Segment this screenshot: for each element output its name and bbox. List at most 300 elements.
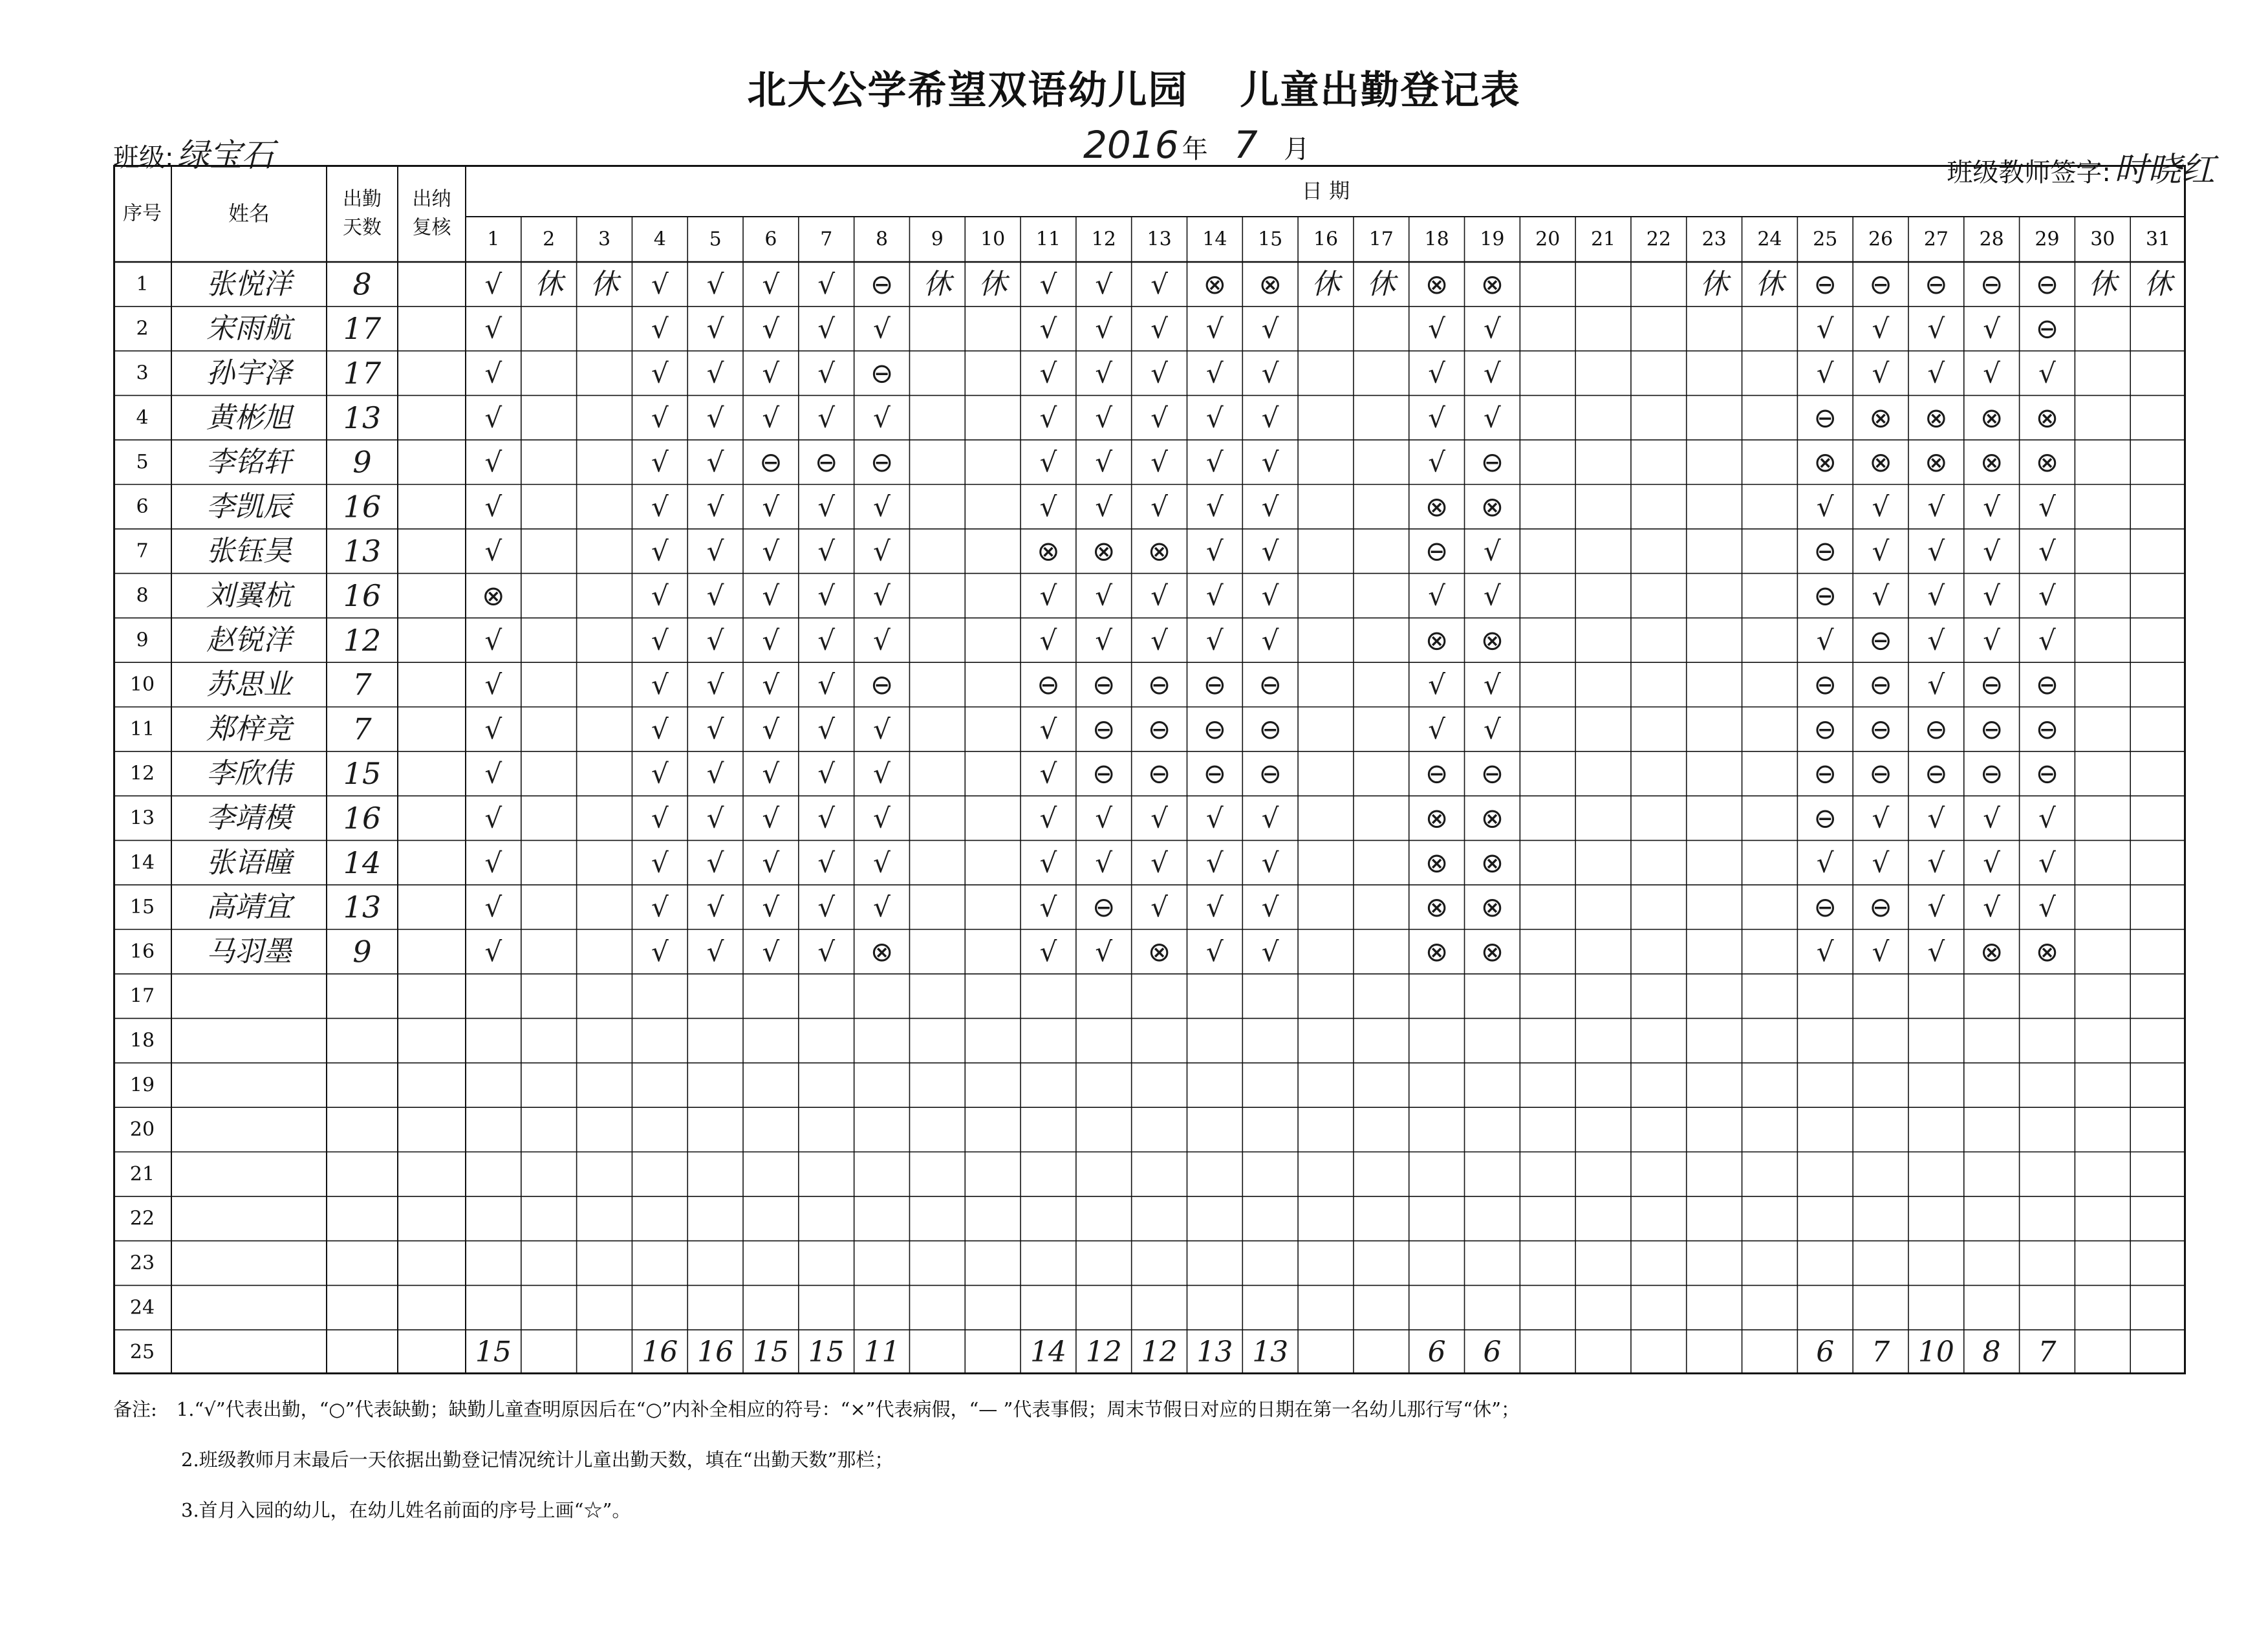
attendance-mark: √ [1484, 579, 1501, 612]
attendance-mark: √ [1150, 802, 1168, 834]
attendance-mark: ⊖ [1258, 669, 1282, 701]
attendance-mark: √ [1816, 624, 1834, 656]
attendance-mark: ⊖ [1869, 757, 1892, 790]
attendance-mark: √ [1206, 535, 1224, 567]
attendance-mark: √ [1927, 357, 1945, 389]
day-number: 24 [1757, 228, 1782, 251]
attendance-mark: √ [1039, 579, 1057, 612]
notes-prefix: 备注: [113, 1398, 157, 1420]
student-attend-days: 16 [343, 489, 382, 525]
attendance-mark: √ [2038, 802, 2056, 834]
attendance-mark: √ [817, 935, 836, 968]
attendance-mark: √ [762, 891, 780, 924]
attendance-mark: √ [651, 757, 669, 790]
attendance-mark: √ [1261, 802, 1279, 834]
daily-total: 6 [1816, 1336, 1835, 1369]
attendance-mark: ⊗ [1980, 446, 2003, 479]
attendance-mark: √ [1261, 579, 1279, 612]
attendance-mark: ⊗ [1425, 624, 1449, 656]
day-number: 19 [1480, 228, 1505, 251]
row-number: 13 [129, 807, 155, 830]
attendance-table [113, 165, 2186, 1374]
attendance-mark: 休 [590, 267, 619, 301]
attendance-mark: √ [873, 802, 891, 834]
attendance-mark: ⊗ [1925, 402, 1948, 434]
attendance-mark: √ [1261, 446, 1279, 479]
attendance-mark: √ [1816, 847, 1834, 879]
row-number: 12 [129, 762, 155, 785]
attendance-mark: √ [706, 446, 724, 479]
attendance-mark: ⊗ [1425, 802, 1449, 834]
attendance-mark: √ [1428, 713, 1445, 745]
attendance-mark: ⊖ [1203, 713, 1226, 745]
daily-total: 6 [1483, 1336, 1502, 1369]
attendance-mark: √ [1206, 847, 1224, 879]
attendance-mark: √ [2038, 357, 2056, 389]
attendance-mark: ⊗ [2035, 446, 2059, 479]
attendance-mark: √ [651, 624, 669, 656]
attendance-mark: ⊗ [1425, 268, 1449, 300]
day-number: 8 [876, 228, 889, 251]
attendance-mark: √ [817, 402, 836, 434]
day-number: 1 [487, 228, 500, 251]
attendance-mark: √ [651, 802, 669, 834]
attendance-mark: ⊗ [1813, 446, 1837, 479]
daily-total: 14 [1030, 1336, 1066, 1369]
row-number: 6 [136, 495, 149, 518]
attendance-mark: √ [1261, 402, 1279, 434]
attendance-mark: ⊖ [2035, 669, 2059, 701]
attendance-mark: ⊖ [1092, 669, 1116, 701]
header-attend-days-2: 天数 [343, 216, 382, 239]
day-number: 10 [980, 228, 1006, 251]
attendance-mark: √ [1428, 312, 1445, 345]
attendance-mark: √ [1206, 402, 1224, 434]
row-number: 20 [129, 1118, 155, 1142]
attendance-mark: ⊗ [2035, 402, 2059, 434]
attendance-mark: √ [873, 490, 891, 523]
attendance-mark: ⊗ [1480, 268, 1504, 300]
daily-total: 6 [1427, 1336, 1446, 1369]
attendance-mark: ⊖ [1037, 669, 1060, 701]
attendance-mark: ⊖ [1425, 757, 1449, 790]
student-name: 李铭轩 [206, 446, 292, 479]
day-number: 20 [1535, 228, 1561, 251]
student-attend-days: 13 [343, 400, 382, 435]
student-attend-days: 17 [343, 311, 382, 347]
attendance-mark: √ [1095, 268, 1113, 300]
attendance-mark: √ [1927, 802, 1945, 834]
attendance-mark: ⊗ [1980, 402, 2003, 434]
attendance-mark: √ [706, 713, 724, 745]
student-attend-days: 17 [343, 356, 382, 391]
attendance-mark: √ [1095, 357, 1113, 389]
student-attend-days: 12 [343, 622, 382, 658]
student-name: 张语瞳 [206, 846, 292, 880]
attendance-mark: √ [1039, 624, 1057, 656]
day-number: 14 [1202, 228, 1227, 251]
attendance-mark: ⊗ [1425, 490, 1449, 523]
attendance-mark: √ [1206, 312, 1224, 345]
attendance-mark: 休 [534, 267, 563, 301]
row-number: 11 [129, 717, 155, 741]
attendance-mark: √ [1206, 446, 1224, 479]
attendance-mark: √ [484, 268, 502, 300]
day-number: 22 [1646, 228, 1671, 251]
day-number: 28 [1979, 228, 2004, 251]
attendance-mark: ⊗ [1869, 446, 1892, 479]
attendance-mark: ⊖ [1869, 624, 1892, 656]
attendance-mark: √ [1039, 312, 1057, 345]
attendance-mark: √ [651, 847, 669, 879]
attendance-mark: √ [651, 490, 669, 523]
student-attend-days: 15 [343, 756, 382, 792]
attendance-mark: √ [762, 713, 780, 745]
attendance-mark: ⊖ [815, 446, 838, 479]
attendance-mark: √ [1206, 579, 1224, 612]
attendance-mark: ⊖ [1980, 757, 2003, 790]
attendance-mark: √ [1484, 713, 1501, 745]
attendance-mark: √ [1261, 847, 1279, 879]
attendance-mark: √ [484, 312, 502, 345]
attendance-mark: √ [1983, 579, 2001, 612]
attendance-mark: ⊖ [1869, 713, 1892, 745]
teacher-label: 班级教师签字: [1947, 158, 2111, 188]
attendance-mark: √ [706, 312, 724, 345]
daily-total: 12 [1085, 1336, 1122, 1369]
attendance-mark: ⊖ [1480, 757, 1504, 790]
attendance-mark: √ [1261, 624, 1279, 656]
day-number: 4 [653, 228, 666, 251]
day-number: 30 [2090, 228, 2115, 251]
header-review-2: 复核 [412, 216, 451, 239]
row-number: 17 [129, 984, 155, 1008]
attendance-mark: √ [1927, 535, 1945, 567]
attendance-mark: √ [1206, 357, 1224, 389]
attendance-mark: ⊖ [1813, 402, 1837, 434]
attendance-mark: √ [817, 268, 836, 300]
attendance-mark: √ [762, 935, 780, 968]
student-name: 马羽墨 [206, 935, 292, 968]
daily-total: 10 [1917, 1336, 1954, 1369]
attendance-mark: ⊖ [759, 446, 783, 479]
attendance-mark: ⊖ [1813, 757, 1837, 790]
student-attend-days: 13 [343, 534, 382, 569]
attendance-mark: √ [762, 579, 780, 612]
attendance-mark: ⊖ [1869, 268, 1892, 300]
attendance-mark: √ [1039, 847, 1057, 879]
attendance-mark: √ [706, 757, 724, 790]
row-number: 22 [129, 1207, 155, 1230]
attendance-mark: √ [1927, 624, 1945, 656]
attendance-mark: ⊖ [1203, 669, 1226, 701]
attendance-mark: √ [1927, 490, 1945, 523]
student-attend-days: 7 [352, 711, 372, 747]
attendance-mark: 休 [978, 267, 1008, 301]
attendance-mark: √ [873, 402, 891, 434]
attendance-mark: √ [1927, 579, 1945, 612]
attendance-mark: √ [873, 312, 891, 345]
attendance-mark: √ [873, 757, 891, 790]
attendance-mark: √ [2038, 891, 2056, 924]
attendance-mark: √ [1150, 490, 1168, 523]
attendance-mark: ⊖ [2035, 713, 2059, 745]
row-number: 2 [136, 317, 149, 340]
attendance-mark: ⊖ [1869, 891, 1892, 924]
attendance-mark: 休 [1700, 267, 1729, 301]
attendance-mark: √ [1927, 935, 1945, 968]
attendance-mark: √ [817, 490, 836, 523]
day-number: 5 [709, 228, 722, 251]
daily-total: 13 [1252, 1336, 1289, 1369]
attendance-mark: √ [1927, 847, 1945, 879]
attendance-mark: √ [1039, 446, 1057, 479]
attendance-mark: √ [1872, 312, 1890, 345]
attendance-mark: √ [1039, 935, 1057, 968]
row-number: 18 [129, 1029, 155, 1052]
attendance-mark: √ [651, 402, 669, 434]
daily-total: 16 [642, 1336, 678, 1369]
attendance-mark: √ [1872, 579, 1890, 612]
day-number: 13 [1147, 228, 1172, 251]
attendance-mark: √ [1150, 312, 1168, 345]
attendance-mark: √ [1484, 535, 1501, 567]
year-value: 2016 [1083, 123, 1179, 167]
attendance-mark: ⊖ [1480, 446, 1504, 479]
attendance-mark: √ [762, 802, 780, 834]
row-number: 3 [136, 362, 149, 385]
attendance-mark: √ [817, 624, 836, 656]
note-line-2: 2.班级教师月末最后一天依据出勤登记情况统计儿童出勤天数，填在“出勤天数”那栏； [181, 1449, 894, 1471]
day-number: 26 [1868, 228, 1894, 251]
attendance-mark: √ [1872, 490, 1890, 523]
notes [113, 1384, 2215, 1535]
attendance-mark: ⊖ [1092, 891, 1116, 924]
attendance-mark: ⊖ [1980, 669, 2003, 701]
attendance-mark: √ [817, 713, 836, 745]
attendance-mark: √ [1095, 490, 1113, 523]
attendance-mark: √ [1039, 802, 1057, 834]
attendance-mark: √ [1095, 402, 1113, 434]
attendance-mark: √ [2038, 579, 2056, 612]
attendance-mark: √ [1261, 935, 1279, 968]
attendance-mark: √ [1261, 891, 1279, 924]
header-date: 日 期 [1301, 179, 1350, 203]
attendance-mark: √ [762, 535, 780, 567]
attendance-mark: √ [484, 357, 502, 389]
student-attend-days: 9 [352, 444, 372, 480]
class-value: 绿宝石 [177, 136, 274, 174]
attendance-mark: √ [762, 757, 780, 790]
attendance-mark: √ [1206, 935, 1224, 968]
daily-total: 7 [2038, 1336, 2057, 1369]
attendance-mark: √ [1095, 579, 1113, 612]
attendance-mark: √ [651, 713, 669, 745]
attendance-mark: ⊖ [1092, 757, 1116, 790]
attendance-mark: ⊖ [1925, 713, 1948, 745]
day-number: 18 [1424, 228, 1449, 251]
daily-total: 13 [1196, 1336, 1233, 1369]
row-number: 10 [129, 673, 155, 697]
attendance-mark: √ [1927, 891, 1945, 924]
student-attend-days: 16 [343, 801, 382, 836]
attendance-mark: √ [1095, 312, 1113, 345]
attendance-mark: √ [762, 624, 780, 656]
attendance-mark: √ [1206, 490, 1224, 523]
attendance-mark: ⊗ [1480, 891, 1504, 924]
attendance-mark: √ [1816, 312, 1834, 345]
header-name: 姓名 [228, 201, 270, 226]
attendance-mark: √ [762, 490, 780, 523]
attendance-mark: √ [651, 268, 669, 300]
attendance-mark: √ [706, 935, 724, 968]
attendance-mark: √ [484, 713, 502, 745]
year-label: 年 [1182, 135, 1208, 164]
attendance-mark: 休 [1366, 267, 1396, 301]
attendance-mark: √ [1484, 669, 1501, 701]
row-number: 23 [129, 1251, 155, 1275]
note-line-1 [113, 1384, 2215, 1435]
attendance-mark: √ [2038, 490, 2056, 523]
month-field [1083, 123, 1310, 167]
student-attend-days: 7 [352, 667, 372, 702]
attendance-mark: √ [1927, 669, 1945, 701]
attendance-mark: √ [1484, 402, 1501, 434]
day-number: 2 [543, 228, 556, 251]
attendance-mark: ⊖ [1980, 268, 2003, 300]
attendance-mark: √ [2038, 847, 2056, 879]
note-text-1: 1.“√”代表出勤，“○”代表缺勤；缺勤儿童查明原因后在“○”内补全相应的符号：“×”代表病假，“— ”代表事假；周末节假日对应的日期在第一名幼儿那行写“休”； [176, 1398, 1520, 1420]
attendance-mark: ⊖ [1813, 579, 1837, 612]
attendance-mark: √ [873, 891, 891, 924]
attendance-mark: √ [1428, 669, 1445, 701]
attendance-mark: ⊖ [1980, 713, 2003, 745]
attendance-mark: √ [2038, 535, 2056, 567]
attendance-mark: ⊗ [1869, 402, 1892, 434]
attendance-mark: √ [1428, 446, 1445, 479]
attendance-mark: ⊖ [1813, 713, 1837, 745]
attendance-mark: ⊖ [1147, 713, 1171, 745]
attendance-mark: √ [484, 847, 502, 879]
teacher-signature: 时晓红 [2113, 151, 2215, 189]
attendance-mark: ⊖ [1813, 891, 1837, 924]
attendance-mark: √ [1095, 624, 1113, 656]
attendance-mark: ⊗ [1480, 802, 1504, 834]
attendance-mark: ⊖ [1925, 757, 1948, 790]
attendance-mark: √ [484, 624, 502, 656]
attendance-mark: ⊗ [1925, 446, 1948, 479]
attendance-mark: √ [484, 446, 502, 479]
daily-total: 15 [475, 1336, 512, 1369]
row-number: 9 [136, 629, 149, 652]
attendance-mark: √ [1816, 490, 1834, 523]
student-name: 张钰昊 [206, 534, 292, 568]
attendance-mark: ⊖ [1258, 713, 1282, 745]
attendance-mark: √ [1150, 579, 1168, 612]
attendance-mark: √ [1261, 312, 1279, 345]
attendance-mark: √ [484, 535, 502, 567]
attendance-mark: √ [762, 312, 780, 345]
daily-total: 15 [808, 1336, 845, 1369]
attendance-mark: ⊖ [1425, 535, 1449, 567]
attendance-mark: √ [1261, 490, 1279, 523]
attendance-mark: √ [1039, 357, 1057, 389]
attendance-mark: ⊖ [2035, 268, 2059, 300]
attendance-mark: 休 [2088, 267, 2117, 301]
attendance-mark: √ [1150, 891, 1168, 924]
header-review-1: 出纳 [412, 188, 451, 211]
attendance-mark: √ [706, 402, 724, 434]
attendance-mark: √ [762, 402, 780, 434]
attendance-mark: √ [1039, 490, 1057, 523]
attendance-mark: √ [651, 891, 669, 924]
attendance-mark: ⊖ [1925, 268, 1948, 300]
attendance-mark: √ [651, 357, 669, 389]
attendance-mark: √ [1095, 802, 1113, 834]
day-number: 16 [1313, 228, 1339, 251]
attendance-mark: √ [706, 891, 724, 924]
student-name: 黄彬旭 [206, 401, 292, 435]
attendance-mark: √ [873, 624, 891, 656]
attendance-mark: √ [2038, 624, 2056, 656]
school-name: 北大公学希望双语幼儿园 [747, 68, 1189, 113]
attendance-mark: ⊖ [1813, 802, 1837, 834]
day-number: 21 [1590, 228, 1616, 251]
attendance-mark: ⊖ [1813, 669, 1837, 701]
attendance-mark: ⊖ [870, 669, 894, 701]
day-number: 17 [1368, 228, 1394, 251]
attendance-mark: √ [1095, 847, 1113, 879]
attendance-mark: √ [1983, 891, 2001, 924]
attendance-mark: √ [1983, 802, 2001, 834]
attendance-mark: √ [1150, 446, 1168, 479]
student-attend-days: 13 [343, 889, 382, 925]
attendance-mark: √ [762, 357, 780, 389]
attendance-mark: ⊖ [870, 268, 894, 300]
attendance-mark: √ [873, 847, 891, 879]
header-attend-days-1: 出勤 [343, 188, 382, 211]
attendance-mark: √ [1261, 357, 1279, 389]
attendance-mark: ⊗ [870, 935, 894, 968]
student-name: 赵锐洋 [206, 623, 292, 657]
day-number: 6 [764, 228, 777, 251]
attendance-mark: √ [1150, 357, 1168, 389]
daily-total: 16 [697, 1336, 734, 1369]
student-name: 孙宇泽 [206, 356, 292, 390]
attendance-mark: ⊖ [870, 357, 894, 389]
attendance-mark: ⊗ [1425, 935, 1449, 968]
attendance-mark: √ [1039, 402, 1057, 434]
attendance-mark: √ [817, 357, 836, 389]
attendance-mark: √ [1039, 891, 1057, 924]
student-name: 李欣伟 [206, 757, 292, 790]
attendance-mark: √ [1983, 535, 2001, 567]
attendance-mark: √ [1428, 402, 1445, 434]
attendance-mark: √ [651, 446, 669, 479]
attendance-mark: √ [1206, 891, 1224, 924]
attendance-mark: ⊖ [1813, 535, 1837, 567]
attendance-mark: ⊗ [1147, 535, 1171, 567]
attendance-mark: 休 [2144, 267, 2173, 301]
attendance-mark: √ [1872, 847, 1890, 879]
attendance-mark: ⊖ [1869, 669, 1892, 701]
attendance-mark: ⊗ [1480, 624, 1504, 656]
day-number: 7 [820, 228, 833, 251]
attendance-mark: √ [1872, 535, 1890, 567]
student-name: 李靖模 [206, 801, 292, 835]
student-name: 张悦洋 [206, 267, 292, 301]
attendance-mark: √ [817, 891, 836, 924]
